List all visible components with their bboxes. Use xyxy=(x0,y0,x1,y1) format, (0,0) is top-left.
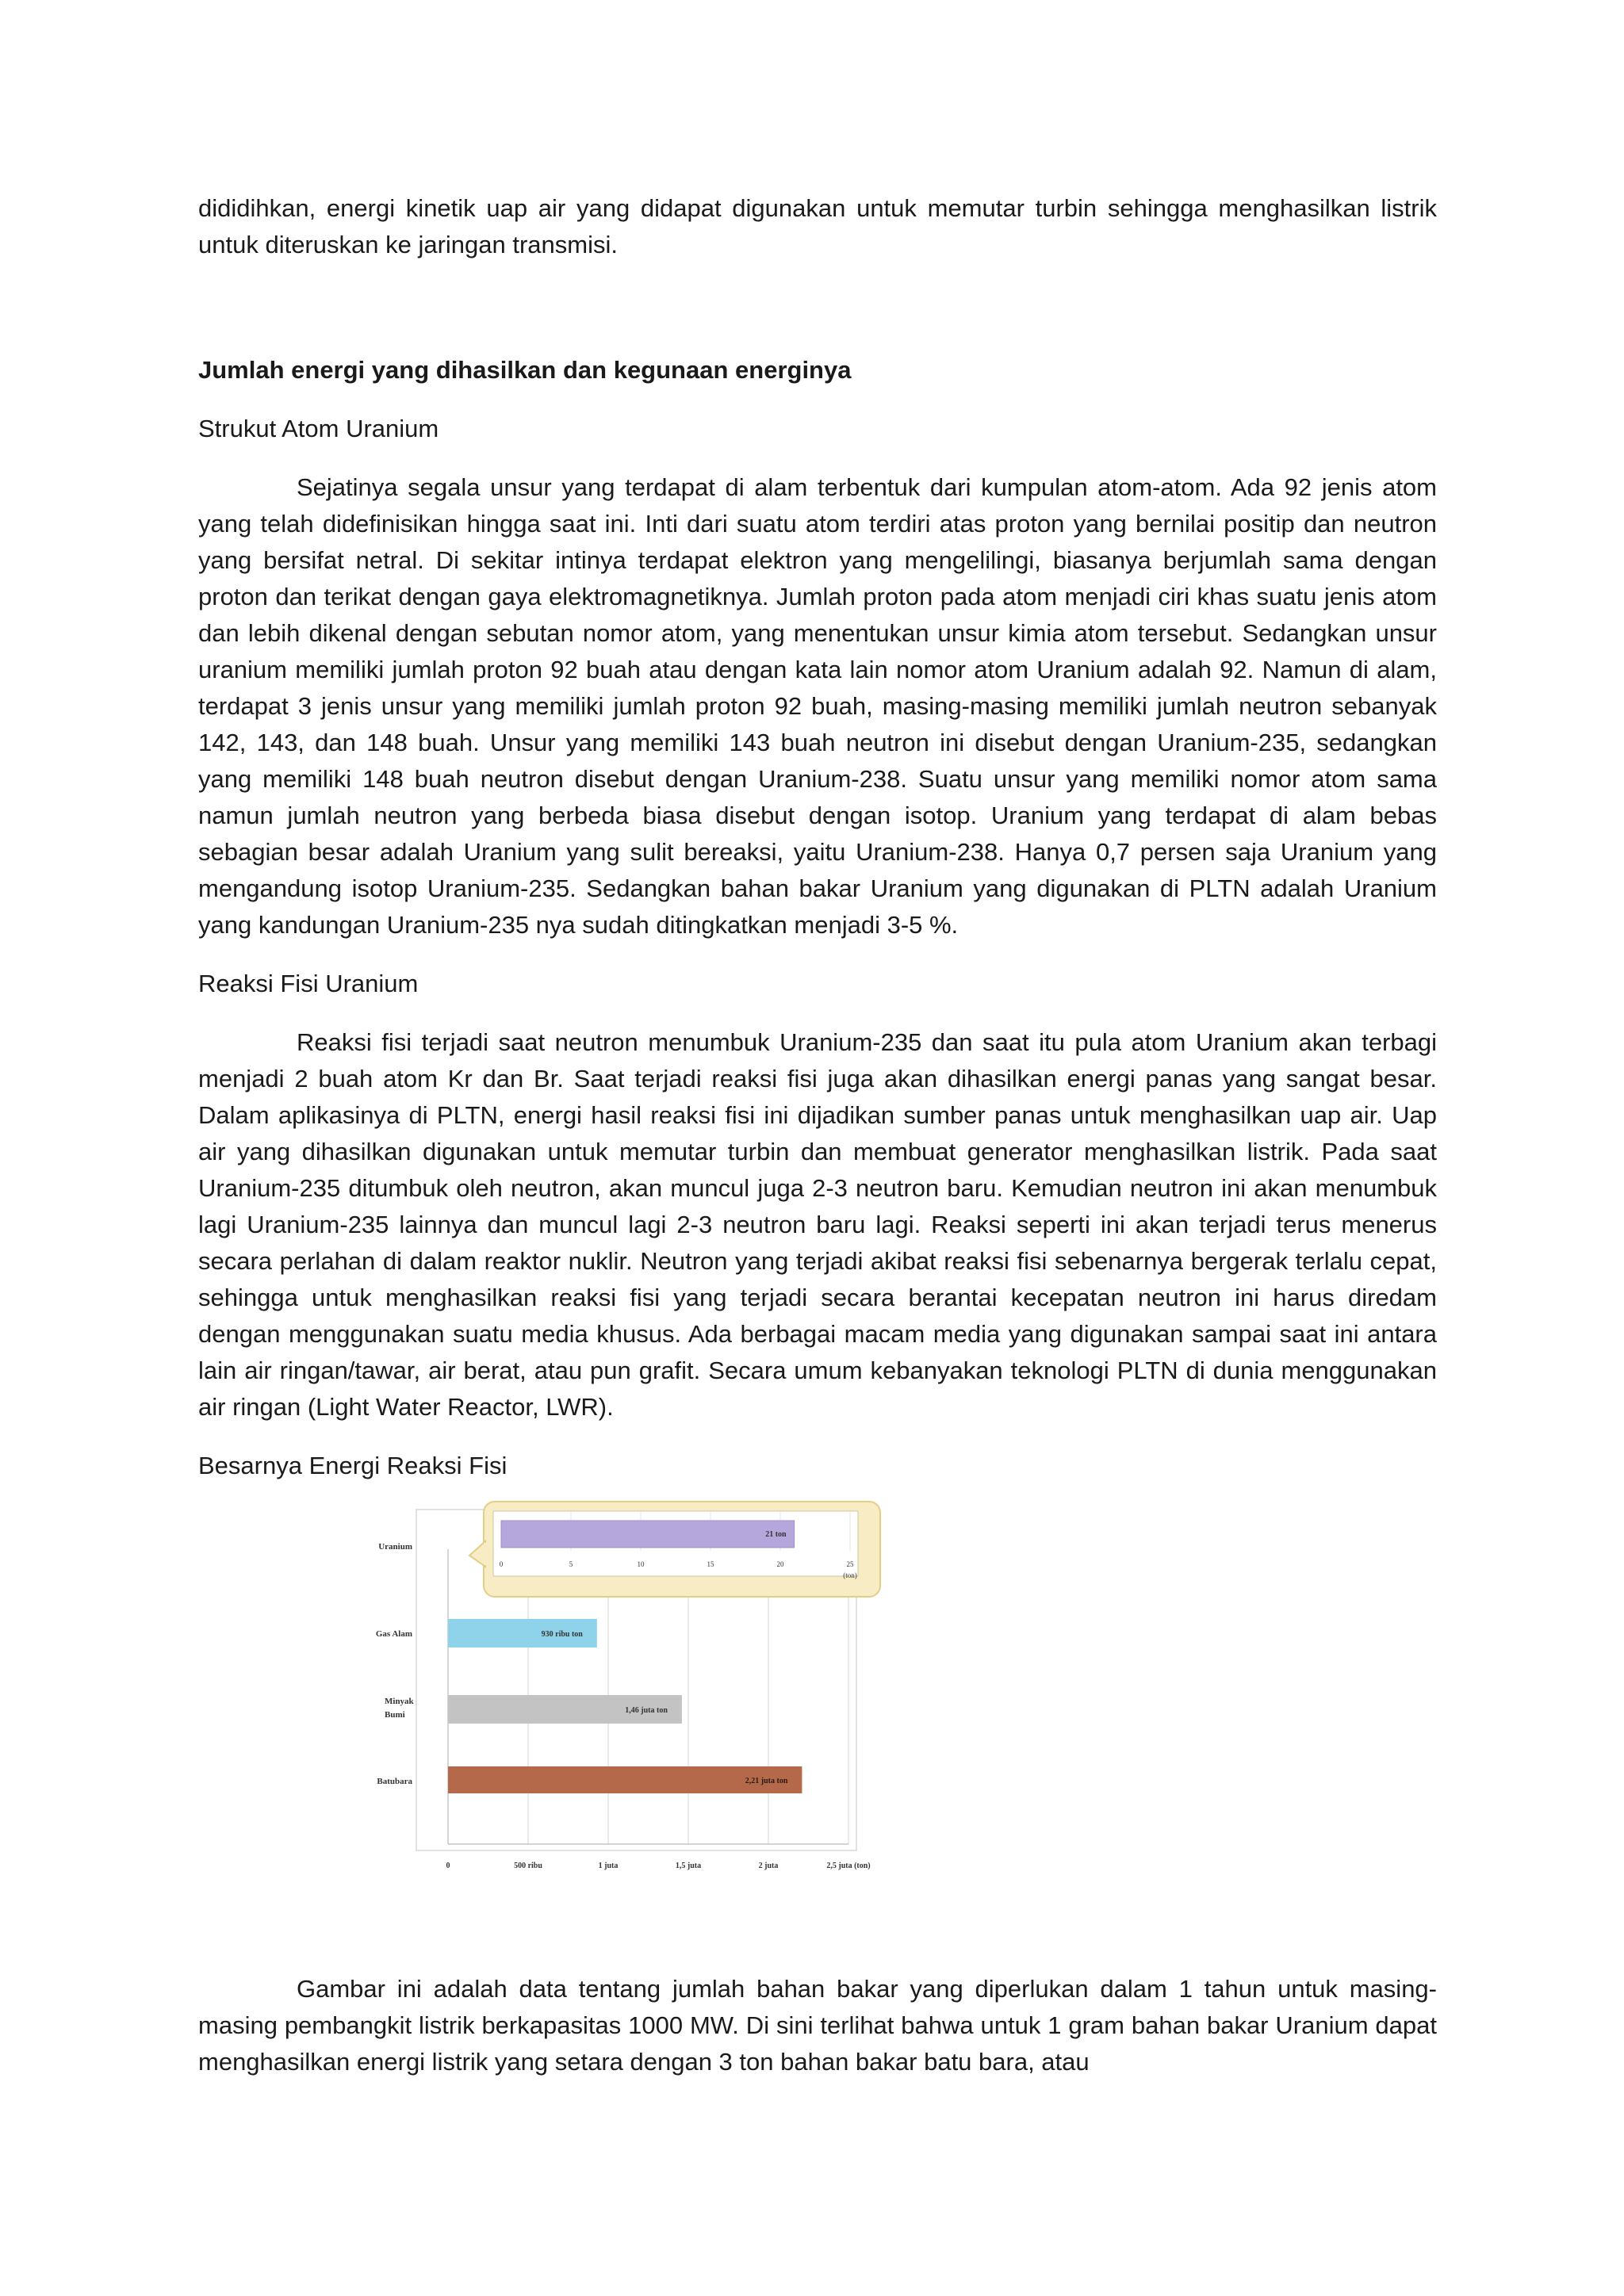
data-label-minyak-bumi: 1,46 juta ton xyxy=(625,1706,668,1715)
inset-tick-label: 25 xyxy=(846,1560,854,1568)
subtitle-fission-energy: Besarnya Energi Reaksi Fisi xyxy=(198,1452,508,1479)
x-tick-label: 1 juta xyxy=(598,1862,619,1870)
data-label-gas-alam: 930 ribu ton xyxy=(541,1630,583,1639)
document-page xyxy=(198,190,1437,2080)
subtitle-atom-structure: Strukut Atom Uranium xyxy=(198,415,439,442)
inset-tick-label: 20 xyxy=(776,1560,784,1568)
inset-tick-label: 0 xyxy=(499,1560,504,1568)
intro-paragraph: dididihkan, energi kinetik uap air yang didapat digunakan untuk memutar turbin sehingga menghasilkan listrik untuk diteruskan ke jaringan transmisi. xyxy=(198,194,1437,258)
inset-tick-label: 15 xyxy=(707,1560,714,1568)
data-label-batubara: 2,21 juta ton xyxy=(745,1777,788,1785)
x-tick-label: 1,5 juta xyxy=(675,1862,702,1870)
bar-uranium xyxy=(501,1521,795,1548)
category-label-uranium: Uranium xyxy=(378,1542,412,1552)
category-label-minyak-bumi-line1: Minyak xyxy=(385,1697,414,1706)
fission-reaction-paragraph: Reaksi fisi terjadi saat neutron menumbuk Uranium-235 dan saat itu pula atom Uranium akan terbagi menjadi 2 buah atom Kr dan Br. Saat terjadi reaksi fisi juga akan dihasilkan energi panas yang sangat besar. Dalam aplikasinya di PLTN, energi hasil reaksi fisi ini dijadikan sumber panas untuk menghasilkan uap air. Uap air yang dihasilkan digunakan untuk memutar turbin dan membuat generator menghasilkan listrik. Pada saat Uranium-235 ditumbuk oleh neutron, akan muncul juga 2-3 neutron baru. Kemudian neutron ini akan menumbuk lagi Uranium-235 lainnya dan muncul lagi 2-3 neutron baru lagi. Reaksi seperti ini akan terjadi terus menerus secara perlahan di dalam reaktor nuklir. Neutron yang terjadi akibat reaksi fisi sebenarnya bergerak terlalu cepat, sehingga untuk menghasilkan reaksi fisi yang terjadi secara berantai kecepatan neutron ini harus diredam dengan menggunakan suatu media khusus. Ada berbagai macam media yang digunakan sampai saat ini antara lain air ringan/tawar, air berat, atau pun grafit. Secara umum kebanyakan teknologi PLTN di dunia menggunakan air ringan (Light Water Reactor, LWR). xyxy=(198,1028,1437,1421)
inset-unit-label: (ton) xyxy=(843,1571,857,1579)
x-tick-label: 2 juta xyxy=(758,1862,779,1870)
category-label-gas-alam: Gas Alam xyxy=(375,1629,412,1639)
x-tick-label: 0 xyxy=(446,1862,450,1870)
inset-tick-label: 5 xyxy=(569,1560,573,1568)
x-tick-label: 500 ribu xyxy=(514,1862,542,1870)
category-label-minyak-bumi-line2: Bumi xyxy=(385,1710,405,1720)
category-label-batubara: Batubara xyxy=(377,1777,412,1786)
subtitle-fission-reaction: Reaksi Fisi Uranium xyxy=(198,970,419,997)
fuel-comparison-figure xyxy=(198,1502,1437,1882)
fuel-comparison-chart xyxy=(285,1502,871,1882)
atom-structure-paragraph: Sejatinya segala unsur yang terdapat di alam terbentuk dari kumpulan atom-atom. Ada 92 jenis atom yang telah didefinisikan hingga saat ini. Inti dari suatu atom terdiri atas proton yang bernilai positip dan neutron yang bersifat netral. Di sekitar intinya terdapat elektron yang mengelilingi, biasanya berjumlah sama dengan proton dan terikat dengan gaya elektromagnetiknya. Jumlah proton pada atom menjadi ciri khas suatu jenis atom dan lebih dikenal dengan sebutan nomor atom, yang menentukan unsur kimia atom tersebut. Sedangkan unsur uranium memiliki jumlah proton 92 buah atau dengan kata lain nomor atom Uranium adalah 92. Namun di alam, terdapat 3 jenis unsur yang memiliki jumlah proton 92 buah, masing-masing memiliki jumlah neutron sebanyak 142, 143, dan 148 buah. Unsur yang memiliki 143 buah neutron ini disebut dengan Uranium-235, sedangkan yang memiliki 148 buah neutron disebut dengan Uranium-238. Suatu unsur yang memiliki nomor atom sama namun jumlah neutron yang berbeda biasa disebut dengan isotop. Uranium yang terdapat di alam bebas sebagian besar adalah Uranium yang sulit bereaksi, yaitu Uranium-238. Hanya 0,7 persen saja Uranium yang mengandung isotop Uranium-235. Sedangkan bahan bakar Uranium yang digunakan di PLTN adalah Uranium yang kandungan Uranium-235 nya sudah ditingkatkan menjadi 3-5 %. xyxy=(198,473,1437,939)
section-title: Jumlah energi yang dihasilkan dan kegunaan energinya xyxy=(198,356,852,384)
x-tick-label: 2,5 juta (ton) xyxy=(826,1862,871,1870)
inset-tick-label: 10 xyxy=(637,1560,645,1568)
closing-paragraph: Gambar ini adalah data tentang jumlah bahan bakar yang diperlukan dalam 1 tahun untuk masing-masing pembangkit listrik berkapasitas 1000 MW. Di sini terlihat bahwa untuk 1 gram bahan bakar Uranium dapat menghasilkan energi listrik yang setara dengan 3 ton bahan bakar batu bara, atau xyxy=(198,1975,1437,2076)
data-label-uranium: 21 ton xyxy=(765,1530,787,1539)
